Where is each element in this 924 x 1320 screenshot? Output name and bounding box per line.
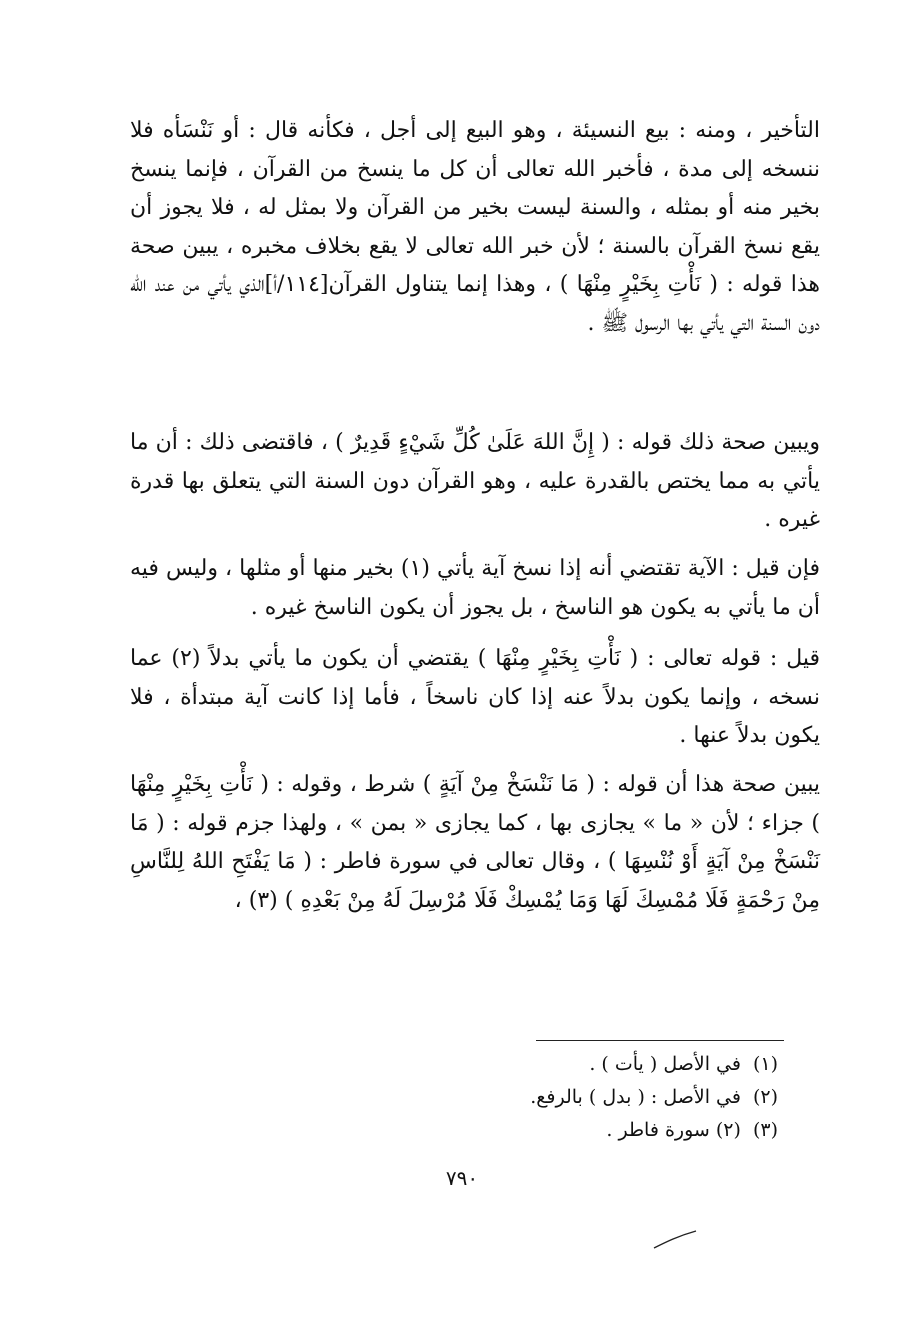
footnote-text: في الأصل : ( بدل ) بالرفع.: [530, 1086, 741, 1108]
paragraph-5: يبين صحة هذا أن قوله : ( مَا نَنْسَخْ مِنْ آيَةٍ ) شرط ، وقوله : ( نَأْتِ بِخَيْرٍ مِنْهَا ) جزاء ؛ لأن « ما » يجازى بها ، كما يجازى « بمن » ، ولهذا جزم قوله : ( مَا نَنْسَخْ مِنْ آيَةٍ أَوْ نُنْسِهَا ) ، وقال تعالى في سورة فاطر : ( مَا يَفْتَحِ اللهُ لِلنَّاسِ مِنْ رَحْمَةٍ فَلَا مُمْسِكَ لَهَا وَمَا يُمْسِكْ فَلَا مُرْسِلَ لَهُ مِنْ بَعْدِهِ ) (٣) ،: [130, 772, 820, 913]
footnote-number: (٢): [752, 1086, 778, 1108]
footnote-2: [378, 1081, 778, 1114]
footnote-text: (٢) سورة فاطر .: [606, 1119, 741, 1141]
footnote-number: (٣): [752, 1119, 778, 1141]
paragraph-2: ويبين صحة ذلك قوله : ( إِنَّ اللهَ عَلَىٰ كُلِّ شَيْءٍ قَدِيرٌ ) ، فاقتضى ذلك : أن ما يأتي به مما يختص بالقدرة عليه ، وهو القرآن دون السنة التي يتعلق بها قدرة غيره .: [130, 430, 820, 532]
footnote-text: في الأصل ( يأت ) .: [589, 1053, 741, 1075]
paragraph-4: قيل : قوله تعالى : ( نَأْتِ بِخَيْرٍ مِنْهَا ) يقتضي أن يكون ما يأتي بدلاً (٢) عما نسخه ، وإنما يكون بدلاً عنه إذا كان ناسخاً ، فأما إذا كانت آية مبتدأة ، فلا يكون بدلاً عنها .: [130, 646, 821, 748]
footnote-3: [378, 1114, 778, 1147]
paragraph-1: التأخير ، ومنه : بيع النسيئة ، وهو البيع إلى أجل ، فكأنه قال : أو نَنْسَأه فلا ننسخه إلى مدة ، فأخبر الله تعالى أن كل ما ينسخ من القرآن ، فإنما ينسخ بخير منه أو بمثله ، والسنة ليست بخير من القرآن ولا بمثل له ، فلا يجوز أن يقع نسخ القرآن بالسنة ؛ لأن خبر الله تعالى لا يقع بخلاف مخبره ، يبين صحة هذا قوله : ( نَأْتِ بِخَيْرٍ مِنْهَا ) ، وهذا إنما يتناول القرآن[١١٤/أ]الذي يأتي من عند الله دون السنة التي يأتي بها الرسول ﷺ .: [130, 118, 820, 336]
footnotes: [378, 1040, 778, 1147]
pen-mark: [652, 1228, 698, 1252]
paragraph-3: فإن قيل : الآية تقتضي أنه إذا نسخ آية يأتي (١) بخير منها أو مثلها ، وليس فيه أن ما يأتي به يكون هو الناسخ ، بل يجوز أن يكون الناسخ غيره .: [130, 556, 820, 620]
footnote-number: (١): [752, 1053, 778, 1075]
page-number: ٧٩٠: [445, 1166, 479, 1190]
footnote-1: [378, 1048, 778, 1081]
